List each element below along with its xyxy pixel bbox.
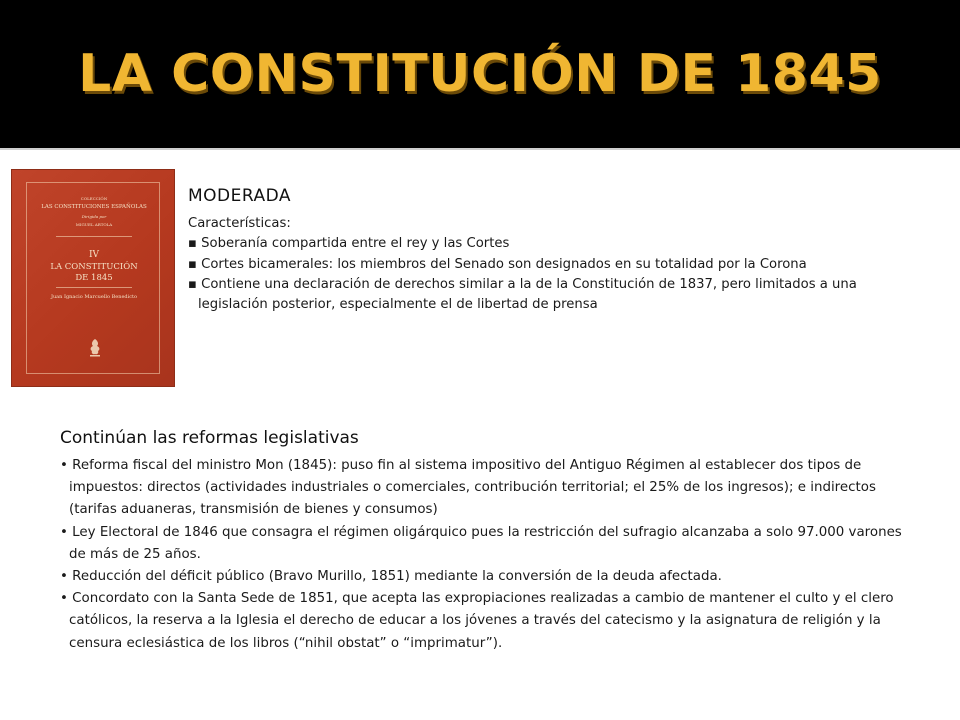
list-item <box>60 588 920 655</box>
round-bullet-icon: • <box>60 569 68 585</box>
list-item-text: Contiene una declaración de derechos similar a la de la Constitución de 1837, pero limitados a una legislación posterior, especialmente el de libertad de prensa <box>198 276 857 313</box>
list-item-text: Reforma fiscal del ministro Mon (1845): puso fin al sistema impositivo del Antiguo Régimen al establecer dos tipos de impuestos: directos (actividades industriales o comerciales, contribución territorial; el 25% de los ingresos); e indirectos (tarifas aduaneras, transmisión de bienes y consumos) <box>69 458 876 518</box>
list-item-text: Soberanía compartida entre el rey y las Cortes <box>201 236 510 252</box>
book-rule-bottom <box>56 287 132 288</box>
list-item <box>60 566 920 588</box>
moderada-heading: MODERADA <box>188 186 292 206</box>
book-rule-top <box>56 236 132 237</box>
book-volume: IV <box>88 250 100 260</box>
list-item-text: Cortes bicamerales: los miembros del Senado son designados en su totalidad por la Corona <box>201 256 807 272</box>
book-title-line1: LA CONSTITUCIÓN <box>50 262 138 272</box>
book-director-name: MIGUEL ARTOLA <box>75 222 113 227</box>
list-item <box>60 522 920 566</box>
round-bullet-icon: • <box>60 458 68 473</box>
moderada-characteristics <box>188 214 928 315</box>
book-title-line2: DE 1845 <box>75 273 113 283</box>
square-bullet-icon: ▪ <box>188 276 197 292</box>
square-bullet-icon: ▪ <box>188 236 197 252</box>
list-item <box>188 275 918 316</box>
reformas-heading: Continúan las reformas legislativas <box>60 428 359 448</box>
list-item <box>188 255 928 275</box>
caracteristicas-label: Características: <box>188 216 291 231</box>
list-item-text: Concordato con la Santa Sede de 1851, que acepta las expropiaciones realizadas a cambio de mantener el culto y el clero católicos, la reserva a la Iglesia el derecho de educar a los jóvenes a través del catecismo y la asignatura de religión y la censura eclesiástica de los libros (“nihil obstat” o “imprimatur”). <box>69 591 894 651</box>
book-series-label: COLECCIÓN <box>80 196 108 201</box>
book-cover-image <box>11 169 175 387</box>
list-item <box>188 234 928 254</box>
title-bar <box>0 0 960 150</box>
publisher-emblem-icon <box>87 338 103 358</box>
list-item <box>60 455 920 522</box>
book-director-label: Dirigida por <box>81 214 107 219</box>
square-bullet-icon: ▪ <box>188 256 197 272</box>
book-author: Juan Ignacio Marcuello Benedicto <box>50 294 138 300</box>
book-series-title: LAS CONSTITUCIONES ESPAÑOLAS <box>41 204 147 210</box>
list-item-text: Ley Electoral de 1846 que consagra el régimen oligárquico pues la restricción del sufragio alcanzaba a solo 97.000 varones de más de 25 años. <box>69 524 902 562</box>
round-bullet-icon: • <box>60 591 68 607</box>
slide-title: LA CONSTITUCIÓN DE 1845 <box>78 44 882 104</box>
round-bullet-icon: • <box>60 524 68 540</box>
list-item-text: Reducción del déficit público (Bravo Murillo, 1851) mediante la conversión de la deuda afectada. <box>72 569 722 585</box>
reformas-list <box>60 455 920 655</box>
